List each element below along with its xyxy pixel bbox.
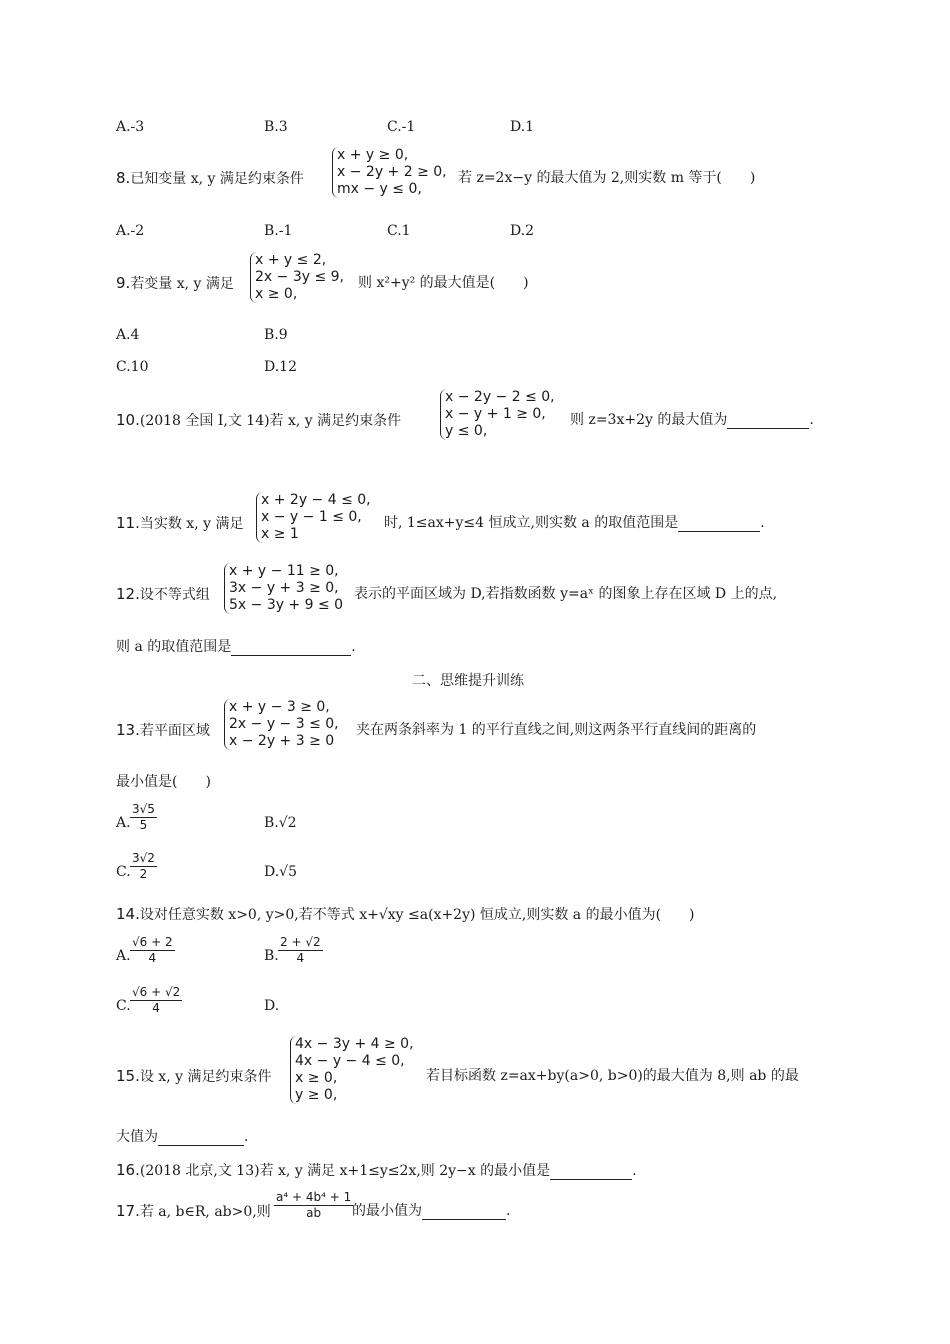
q13-stem xyxy=(116,721,210,740)
q17-frac-den: ab xyxy=(306,1206,322,1220)
q13-ineq-1: x + y − 3 ≥ 0, xyxy=(229,699,330,715)
q10-ineq-2: x − y + 1 ≥ 0, xyxy=(445,406,546,422)
q10-ineq-1: x − 2y − 2 ≤ 0, xyxy=(445,389,555,405)
q9-post: 则 x²+y² 的最大值是( ) xyxy=(358,275,529,291)
q12-line2 xyxy=(116,638,356,656)
q16-stem xyxy=(116,1161,637,1180)
q8-system xyxy=(332,147,447,198)
q15-ineq-2: 4x − y − 4 ≤ 0, xyxy=(295,1053,405,1069)
q14-number: 14. xyxy=(116,905,140,923)
q9-option-c: C.10 xyxy=(116,359,149,375)
q15-end: . xyxy=(244,1129,249,1145)
q14-text: 设对任意实数 x>0, y>0,若不等式 x+√xy ≤a(x+2y) 恒成立,则实数 a 的最小值为( ) xyxy=(139,907,695,923)
q10-post xyxy=(570,411,814,429)
q8-option-c: C.1 xyxy=(387,223,411,239)
q13-option-c-num: 3√2 xyxy=(132,851,155,865)
q15-number: 15. xyxy=(116,1067,140,1085)
q13-option-c-fraction xyxy=(130,851,157,882)
q12-ineq-3: 5x − 3y + 9 ≤ 0 xyxy=(229,597,344,613)
q10-ineq-3: y ≤ 0, xyxy=(445,423,488,439)
q16-text: (2018 北京,文 13)若 x, y 满足 x+1≤y≤2x,则 2y−x 的最小值是 xyxy=(139,1163,551,1179)
q13-option-c-label: C. xyxy=(116,864,131,880)
q13-post: 夹在两条斜率为 1 的平行直线之间,则这两条平行直线间的距离的 xyxy=(356,722,757,738)
q13-option-a-fraction xyxy=(130,802,157,833)
q15-stem xyxy=(116,1067,271,1086)
q9-number: 9. xyxy=(116,274,131,292)
q7-option-b: B.3 xyxy=(264,119,288,135)
q11-number: 11. xyxy=(116,514,140,532)
q8-stem xyxy=(116,169,304,188)
q15-line2 xyxy=(116,1128,248,1146)
q14-stem xyxy=(116,905,695,924)
q17-end: . xyxy=(506,1203,511,1219)
q12-ineq-1: x + y − 11 ≥ 0, xyxy=(229,563,339,579)
q17-number: 17. xyxy=(116,1202,140,1220)
q14-option-d: D. xyxy=(264,998,280,1014)
q14-option-c-den: 4 xyxy=(152,1001,160,1015)
section-title: 二、思维提升训练 xyxy=(412,673,524,689)
q12-post: 表示的平面区域为 D,若指数函数 y=aˣ 的图象上存在区域 D 上的点, xyxy=(354,586,778,602)
q12-line2-text: 则 a 的取值范围是 xyxy=(116,639,232,655)
q8-ineq-3: mx − y ≤ 0, xyxy=(337,181,422,197)
q7-option-d: D.1 xyxy=(510,119,535,135)
q7-option-a: A.-3 xyxy=(116,119,145,135)
q11-post-text: 时, 1≤ax+y≤4 恒成立,则实数 a 的取值范围是 xyxy=(384,515,679,531)
q17-pre: 若 a, b∈R, ab>0,则 xyxy=(139,1204,271,1220)
q15-line2-text: 大值为 xyxy=(116,1129,158,1145)
q11-end: . xyxy=(760,515,765,531)
q13-system xyxy=(224,699,339,750)
q13-option-a-den: 5 xyxy=(139,818,148,832)
q14-option-c-label: C. xyxy=(116,998,131,1014)
q16-number: 16. xyxy=(116,1161,140,1179)
q14-option-c-num: √6 + √2 xyxy=(132,985,181,999)
q14-option-a-fraction xyxy=(130,935,175,966)
q8-post: 若 z=2x−y 的最大值为 2,则实数 m 等于( ) xyxy=(458,170,756,186)
q11-ineq-2: x − y − 1 ≤ 0, xyxy=(261,509,362,525)
q11-ineq-3: x ≥ 1 xyxy=(261,526,299,542)
q9-option-a: A.4 xyxy=(116,327,140,343)
q12-pre: 设不等式组 xyxy=(139,587,210,603)
q17-post xyxy=(352,1202,510,1220)
q14-option-b-fraction xyxy=(278,935,323,966)
q13-ineq-3: x − 2y + 3 ≥ 0 xyxy=(229,733,335,749)
q16-answer-blank[interactable] xyxy=(550,1165,632,1180)
q12-system xyxy=(224,563,343,614)
q10-post-text: 则 z=3x+2y 的最大值为 xyxy=(570,412,728,428)
q14-option-b-label: B. xyxy=(264,948,279,964)
q15-pre: 设 x, y 满足约束条件 xyxy=(139,1069,272,1085)
q15-ineq-4: y ≥ 0, xyxy=(295,1087,338,1103)
q15-answer-blank[interactable] xyxy=(158,1131,244,1146)
q8-pre: 已知变量 x, y 满足约束条件 xyxy=(130,171,304,187)
q9-option-d: D.12 xyxy=(264,359,297,375)
q17-post-text: 的最小值为 xyxy=(352,1203,422,1219)
q17-fraction xyxy=(274,1190,353,1221)
q17-frac-num: a⁴ + 4b⁴ + 1 xyxy=(276,1190,352,1204)
q15-ineq-3: x ≥ 0, xyxy=(295,1070,338,1086)
q16-end: . xyxy=(632,1163,637,1179)
q7-option-c: C.-1 xyxy=(387,119,416,135)
q14-option-b-den: 4 xyxy=(296,951,305,965)
q8-number: 8. xyxy=(116,169,131,187)
q11-stem xyxy=(116,514,243,533)
q13-option-a-label: A. xyxy=(116,815,131,831)
q11-pre: 当实数 x, y 满足 xyxy=(139,516,244,532)
q14-option-a-num: √6 + 2 xyxy=(132,935,173,949)
q12-end: . xyxy=(351,639,356,655)
q10-pre: (2018 全国 Ⅰ,文 14)若 x, y 满足约束条件 xyxy=(139,413,402,429)
q12-answer-blank[interactable] xyxy=(231,641,351,656)
q11-system xyxy=(256,492,371,543)
q12-stem xyxy=(116,585,210,604)
q13-option-b: B.√2 xyxy=(264,815,297,831)
q17-stem xyxy=(116,1202,271,1221)
q15-ineq-1: 4x − 3y + 4 ≥ 0, xyxy=(295,1036,414,1052)
q17-answer-blank[interactable] xyxy=(422,1205,506,1220)
q12-number: 12. xyxy=(116,585,140,603)
q9-ineq-2: 2x − 3y ≤ 9, xyxy=(255,269,345,285)
q13-pre: 若平面区域 xyxy=(139,723,210,739)
q14-option-a-den: 4 xyxy=(148,951,157,965)
q14-option-b-num: 2 + √2 xyxy=(280,935,321,949)
q13-option-c-den: 2 xyxy=(139,867,148,881)
q8-option-a: A.-2 xyxy=(116,223,145,239)
q13-ineq-2: 2x − y − 3 ≤ 0, xyxy=(229,716,339,732)
q8-ineq-2: x − 2y + 2 ≥ 0, xyxy=(337,164,447,180)
q11-answer-blank[interactable] xyxy=(678,517,760,532)
q8-option-d: D.2 xyxy=(510,223,535,239)
q13-number: 13. xyxy=(116,721,140,739)
q8-option-b: B.-1 xyxy=(264,223,293,239)
q10-system xyxy=(440,389,555,440)
q13-line2: 最小值是( ) xyxy=(116,774,211,790)
q8-ineq-1: x + y ≥ 0, xyxy=(337,147,409,163)
q9-system xyxy=(250,252,344,303)
q10-answer-blank[interactable] xyxy=(727,414,809,429)
q9-ineq-1: x + y ≤ 2, xyxy=(255,252,327,268)
q9-option-b: B.9 xyxy=(264,327,288,343)
q15-system xyxy=(290,1036,414,1104)
q10-number: 10. xyxy=(116,411,140,429)
q11-ineq-1: x + 2y − 4 ≤ 0, xyxy=(261,492,371,508)
q13-option-d: D.√5 xyxy=(264,864,298,880)
q13-option-a-num: 3√5 xyxy=(132,802,155,816)
q15-post: 若目标函数 z=ax+by(a>0, b>0)的最大值为 8,则 ab 的最 xyxy=(426,1068,799,1084)
q9-ineq-3: x ≥ 0, xyxy=(255,286,298,302)
q14-option-a-label: A. xyxy=(116,948,131,964)
q14-option-c-fraction xyxy=(130,985,182,1016)
q10-stem xyxy=(116,411,401,430)
q9-stem xyxy=(116,274,234,293)
q12-ineq-2: 3x − y + 3 ≥ 0, xyxy=(229,580,339,596)
q11-post xyxy=(384,514,765,532)
q9-pre: 若变量 x, y 满足 xyxy=(130,276,234,292)
q10-end: . xyxy=(809,412,814,428)
